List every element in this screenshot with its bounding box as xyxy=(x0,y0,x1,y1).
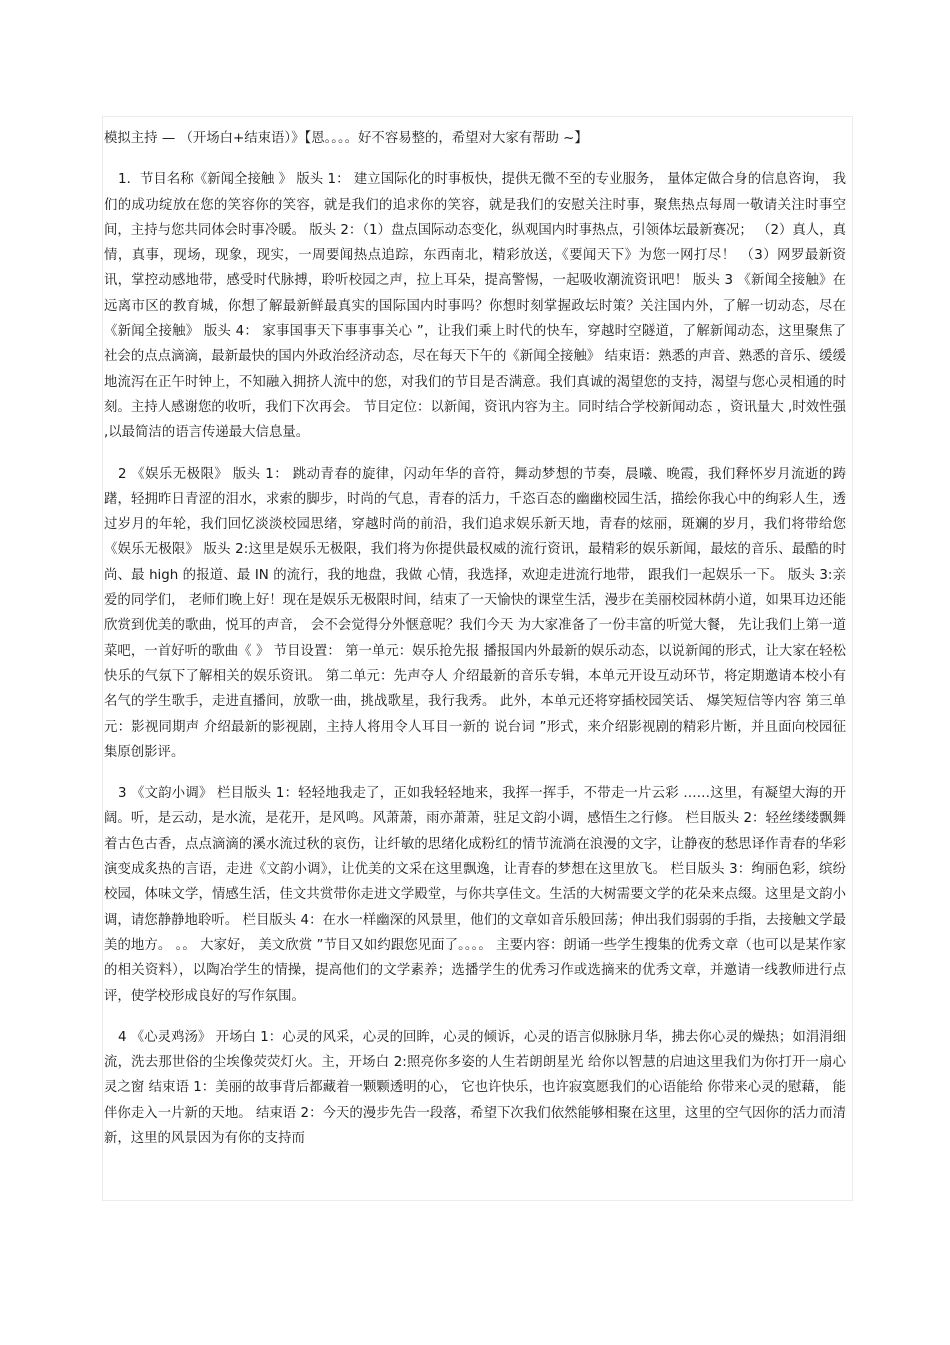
document-body xyxy=(104,126,846,1167)
section-soul-soup: 4 《心灵鸡汤》 开场白 1：心灵的风采，心灵的回眸，心灵的倾诉，心灵的语言似脉脉月华，拂去你心灵的燥热；如涓涓细流，洗去那世俗的尘埃像荧荧灯火。主，开场白 2:照亮你多姿的人生若朗朗星光 给你以智慧的启迪这里我们为你打开一扇心灵之窗 结束语 1：美丽的故事背后都藏着一颗颗透明的心， 它也许快乐，也许寂寞愿我们的心语能给 你带来心灵的慰藉， 能伴你走入一片新的天地。 结束语 2：今天的漫步先告一段落，希望下次我们依然能够相聚在这里，这里的空气因你的活力而清新，这里的风景因为有你的支持而 xyxy=(104,1029,846,1146)
document-title: 模拟主持 — （开场白+结束语）》【恩。。。。好不容易整的，希望对大家有帮助 ~】 xyxy=(104,131,588,146)
section-literature: 3 《文韵小调》 栏目版头 1：轻轻地我走了，正如我轻轻地来，我挥一挥手，不带走一片云彩 ……这里，有凝望大海的开阔。听，是云动，是水流，是花开，是风鸣。风萧萧，雨亦萧萧，驻足文韵小调，感悟生之行修。 栏目版头 2：轻丝缕缕飘舞着古色古香，点点滴滴的溪水流过秋的哀伤，让纤敏的思绪化成粉红的情节流淌在浪漫的文字，让静夜的愁思译作青春的华彩演变成炙热的言语，走进《文韵小调》，让优美的文采在这里飘逸，让青春的梦想在这里放飞。 栏目版头 3：绚丽色彩，缤纷校园，体味文学，情感生活，佳文共赏带你走进文学殿堂，与你共享佳文。生活的大树需要文学的花朵来点缀。这里是文韵小调，请您静静地聆听。 栏目版头 4：在水一样幽深的风景里，他们的文章如音乐般回荡；伸出我们弱弱的手指，去接触文学最美的地方。 。。 大家好， 美文欣赏 ”节目又如约跟您见面了。。。。 主要内容：朗诵一些学生搜集的优秀文章（也可以是某作家的相关资料），以陶冶学生的情操，提高他们的文学素养；选播学生的优秀习作或选摘来的优秀文章，并邀请一线教师进行点评，使学校形成良好的写作氛围。 xyxy=(104,786,846,1004)
section-news: 1．节目名称《新闻全接触 》 版头 1： 建立国际化的时事板快，提供无微不至的专业服务， 量体定做合身的信息咨询， 我们的成功绽放在您的笑容你的笑容，就是我们的追求你的笑容，就是我们的安慰关注时事，聚焦热点每周一敬请关注时事空间，主持与您共同体会时事冷暖。 版头 2：（1）盘点国际动态变化，纵观国内时事热点，引领体坛最新赛况； （2）真人，真情，真事，现场，现象，现实，一周要闻热点追踪，东西南北，精彩放送，《要闻天下》为您一网打尽！ （3）网罗最新资讯，掌控动感地带，感受时代脉搏，聆听校园之声，拉上耳朵，提高警惕，一起吸收潮流资讯吧！ 版头 3 《新闻全接触》在远离市区的教育城，你想了解最新鲜最真实的国际国内时事吗？你想时刻掌握政坛时策？关注国内外，了解一切动态，尽在《新闻全接触》 版头 4： 家事国事天下事事事关心 ”，让我们乘上时代的快车，穿越时空隧道，了解新闻动态，这里聚焦了社会的点点滴滴，最新最快的国内外政治经济动态，尽在每天下午的《新闻全接触》 结束语：熟悉的声音、熟悉的音乐、缓缓地流泻在正午时钟上，不知融入拥挤人流中的您，对我们的节目是否满意。我们真诚的渴望您的支持，渴望与您心灵相通的时刻。主持人感谢您的收听，我们下次再会。 节目定位：以新闻，资讯内容为主。同时结合学校新闻动态 ，资讯量大 ,时效性强 ,以最简洁的语言传递最大信息量。 xyxy=(104,172,846,441)
section-entertainment: 2 《娱乐无极限》 版头 1： 跳动青春的旋律，闪动年华的音符，舞动梦想的节奏，晨曦、晚霞，我们释怀岁月流逝的踌躇，轻拥昨日青涩的泪水，求索的脚步，时尚的气息，青春的活力，千恣百态的幽幽校园生活，描绘你我心中的绚彩人生，透过岁月的年轮，我们回忆淡淡校园思绪，穿越时尚的前沿，我们追求娱乐新天地，青春的炫丽，斑斓的岁月，我们将带给您《娱乐无极限》 版头 2:这里是娱乐无极限，我们将为你提供最权威的流行资讯，最精彩的娱乐新闻，最炫的音乐、最酷的时尚、最 high 的报道、最 IN 的流行，我的地盘，我做 心情，我选择，欢迎走进流行地带， 跟我们一起娱乐一下。 版头 3:亲爱的同学们， 老师们晚上好！现在是娱乐无极限时间，结束了一天愉快的课堂生活，漫步在美丽校园林荫小道，如果耳边还能欣赏到优美的歌曲，悦耳的声音， 会不会觉得分外惬意呢？我们今天 为大家准备了一份丰富的听觉大餐， 先让我们上第一道菜吧，一首好听的歌曲《 》 节目设置： 第一单元：娱乐抢先报 播报国内外最新的娱乐动态，以说新闻的形式，让大家在轻松快乐的气氛下了解相关的娱乐资讯。 第二单元：先声夺人 介绍最新的音乐专辑，本单元开设互动环节，将定期邀请本校小有名气的学生歌手，走进直播间，放歌一曲，挑战歌星，我行我秀。 此外，本单元还将穿插校园笑话、 爆笑短信等内容 第三单元：影视同期声 介绍最新的影视剧，主持人将用令人耳目一新的 说台词 ”形式，来介绍影视剧的精彩片断，并且面向校园征集原创影评。 xyxy=(104,466,846,760)
